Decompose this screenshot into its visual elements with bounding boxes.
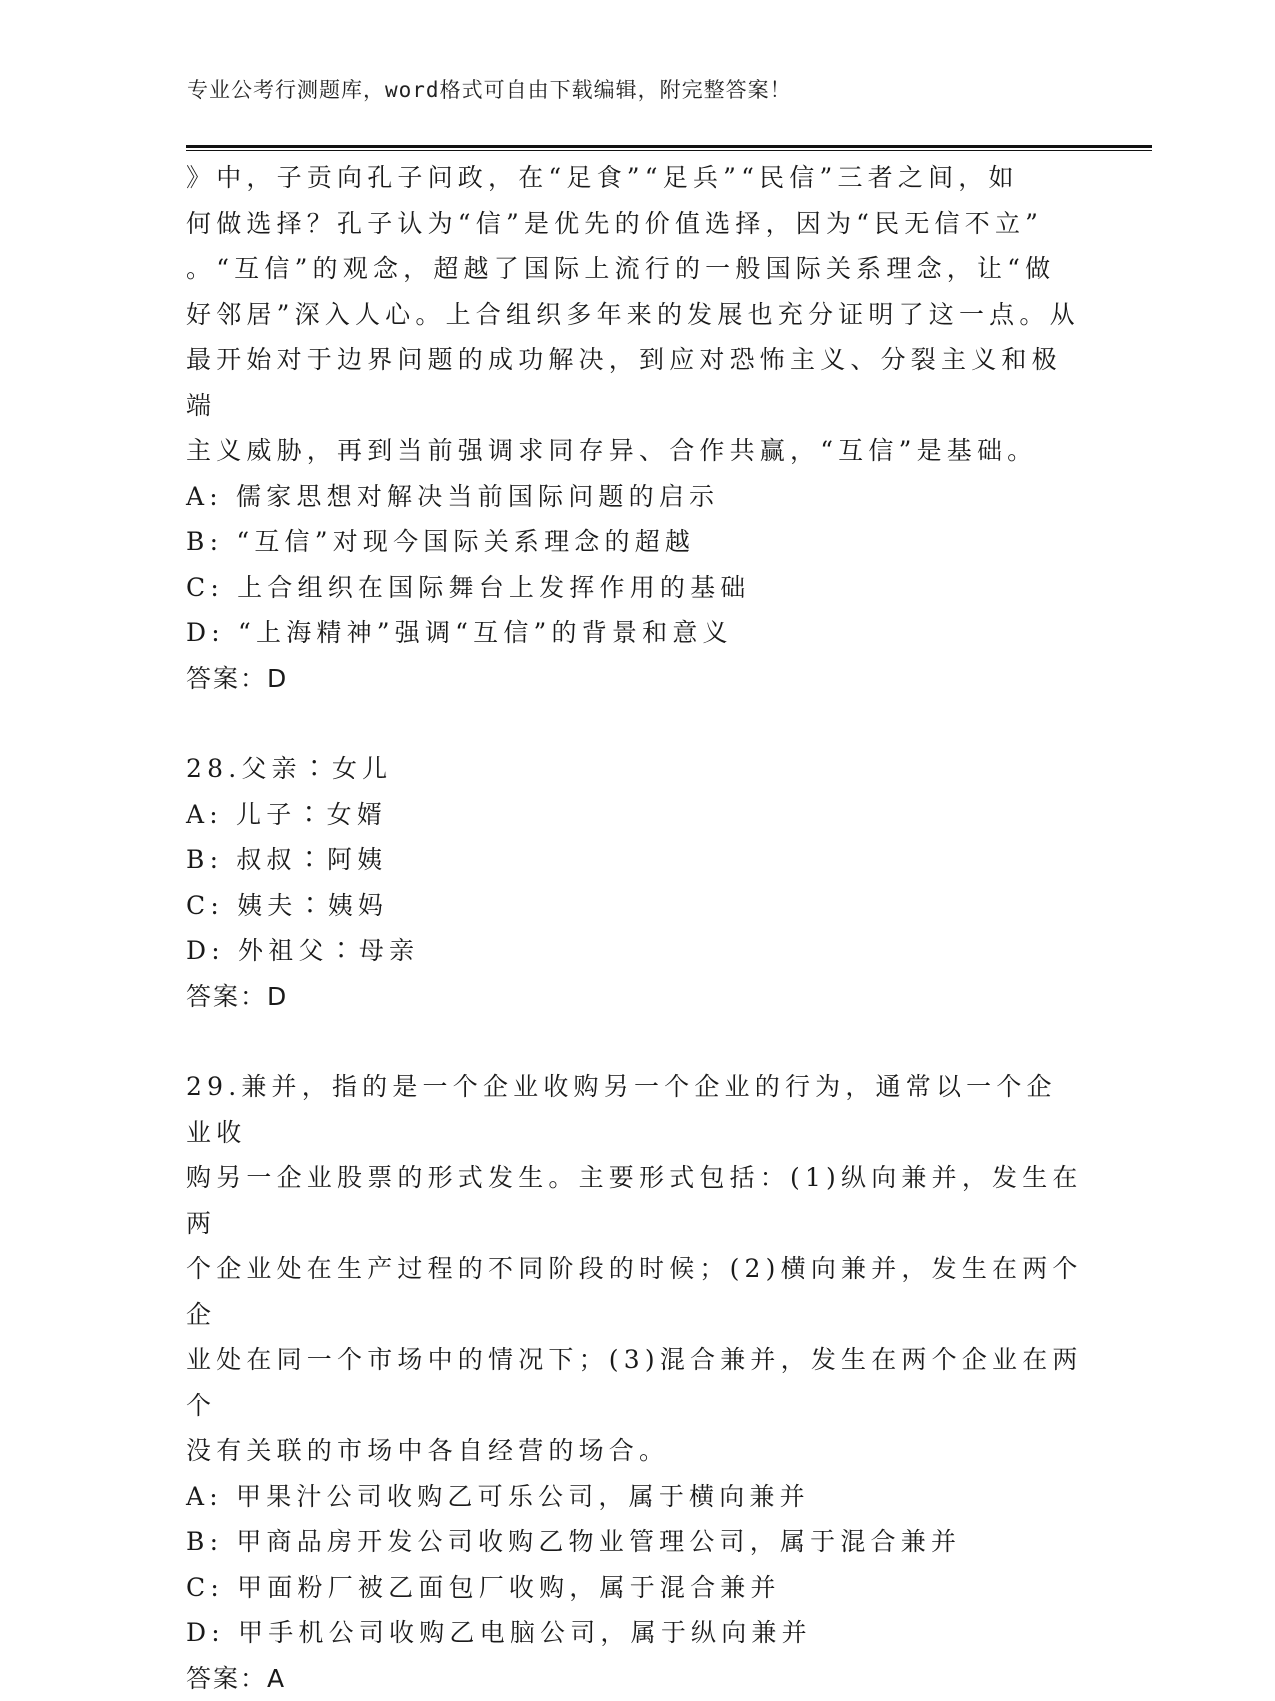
question-27-line: 》中，子贡向孔子问政，在“足食”“足兵”“民信”三者之间，如	[186, 155, 1086, 201]
question-27-line: 何做选择？孔子认为“信”是优先的价值选择，因为“民无信不立”	[186, 201, 1086, 247]
question-27-line: 。“互信”的观念，超越了国际上流行的一般国际关系理念，让“做	[186, 246, 1086, 292]
question-29-option-a: A: 甲果汁公司收购乙可乐公司，属于横向兼并	[186, 1474, 1086, 1520]
question-27-option-d: D: “上海精神”强调“互信”的背景和意义	[186, 610, 1086, 656]
question-29-line: 没有关联的市场中各自经营的场合。	[186, 1428, 1086, 1474]
question-28-option-c: C: 姨夫∶姨妈	[186, 883, 1086, 929]
question-29-line: 29.兼并，指的是一个企业收购另一个企业的行为，通常以一个企业收	[186, 1064, 1086, 1155]
question-29-option-b: B: 甲商品房开发公司收购乙物业管理公司，属于混合兼并	[186, 1519, 1086, 1565]
question-28-stem: 28.父亲∶女儿	[186, 746, 1086, 792]
header-rule-thin	[186, 150, 1152, 151]
document-body	[186, 155, 1086, 1701]
spacer	[186, 1019, 1086, 1064]
question-29-line: 购另一企业股票的形式发生。主要形式包括：(1)纵向兼并，发生在两	[186, 1155, 1086, 1246]
question-29-line: 个企业处在生产过程的不同阶段的时候；(2)横向兼并，发生在两个企	[186, 1246, 1086, 1337]
page-header: 专业公考行测题库，word格式可自由下载编辑，附完整答案！	[187, 74, 792, 104]
question-27-line: 最开始对于边界问题的成功解决，到应对恐怖主义、分裂主义和极端	[186, 337, 1086, 428]
question-28-option-d: D: 外祖父∶母亲	[186, 928, 1086, 974]
spacer	[186, 701, 1086, 746]
question-27-line: 好邻居”深入人心。上合组织多年来的发展也充分证明了这一点。从	[186, 292, 1086, 338]
question-28-answer: 答案：D	[186, 974, 1086, 1020]
question-29-option-c: C: 甲面粉厂被乙面包厂收购，属于混合兼并	[186, 1565, 1086, 1611]
header-rule	[186, 145, 1152, 148]
question-28-option-a: A: 儿子∶女婿	[186, 792, 1086, 838]
question-29-answer: 答案：A	[186, 1656, 1086, 1701]
question-29-line: 业处在同一个市场中的情况下；(3)混合兼并，发生在两个企业在两个	[186, 1337, 1086, 1428]
question-28-option-b: B: 叔叔∶阿姨	[186, 837, 1086, 883]
question-27-answer: 答案：D	[186, 656, 1086, 702]
question-27-option-c: C: 上合组织在国际舞台上发挥作用的基础	[186, 565, 1086, 611]
question-27-line: 主义威胁，再到当前强调求同存异、合作共赢，“互信”是基础。	[186, 428, 1086, 474]
question-27-option-a: A: 儒家思想对解决当前国际问题的启示	[186, 474, 1086, 520]
question-27-option-b: B: “互信”对现今国际关系理念的超越	[186, 519, 1086, 565]
question-29-option-d: D: 甲手机公司收购乙电脑公司，属于纵向兼并	[186, 1610, 1086, 1656]
